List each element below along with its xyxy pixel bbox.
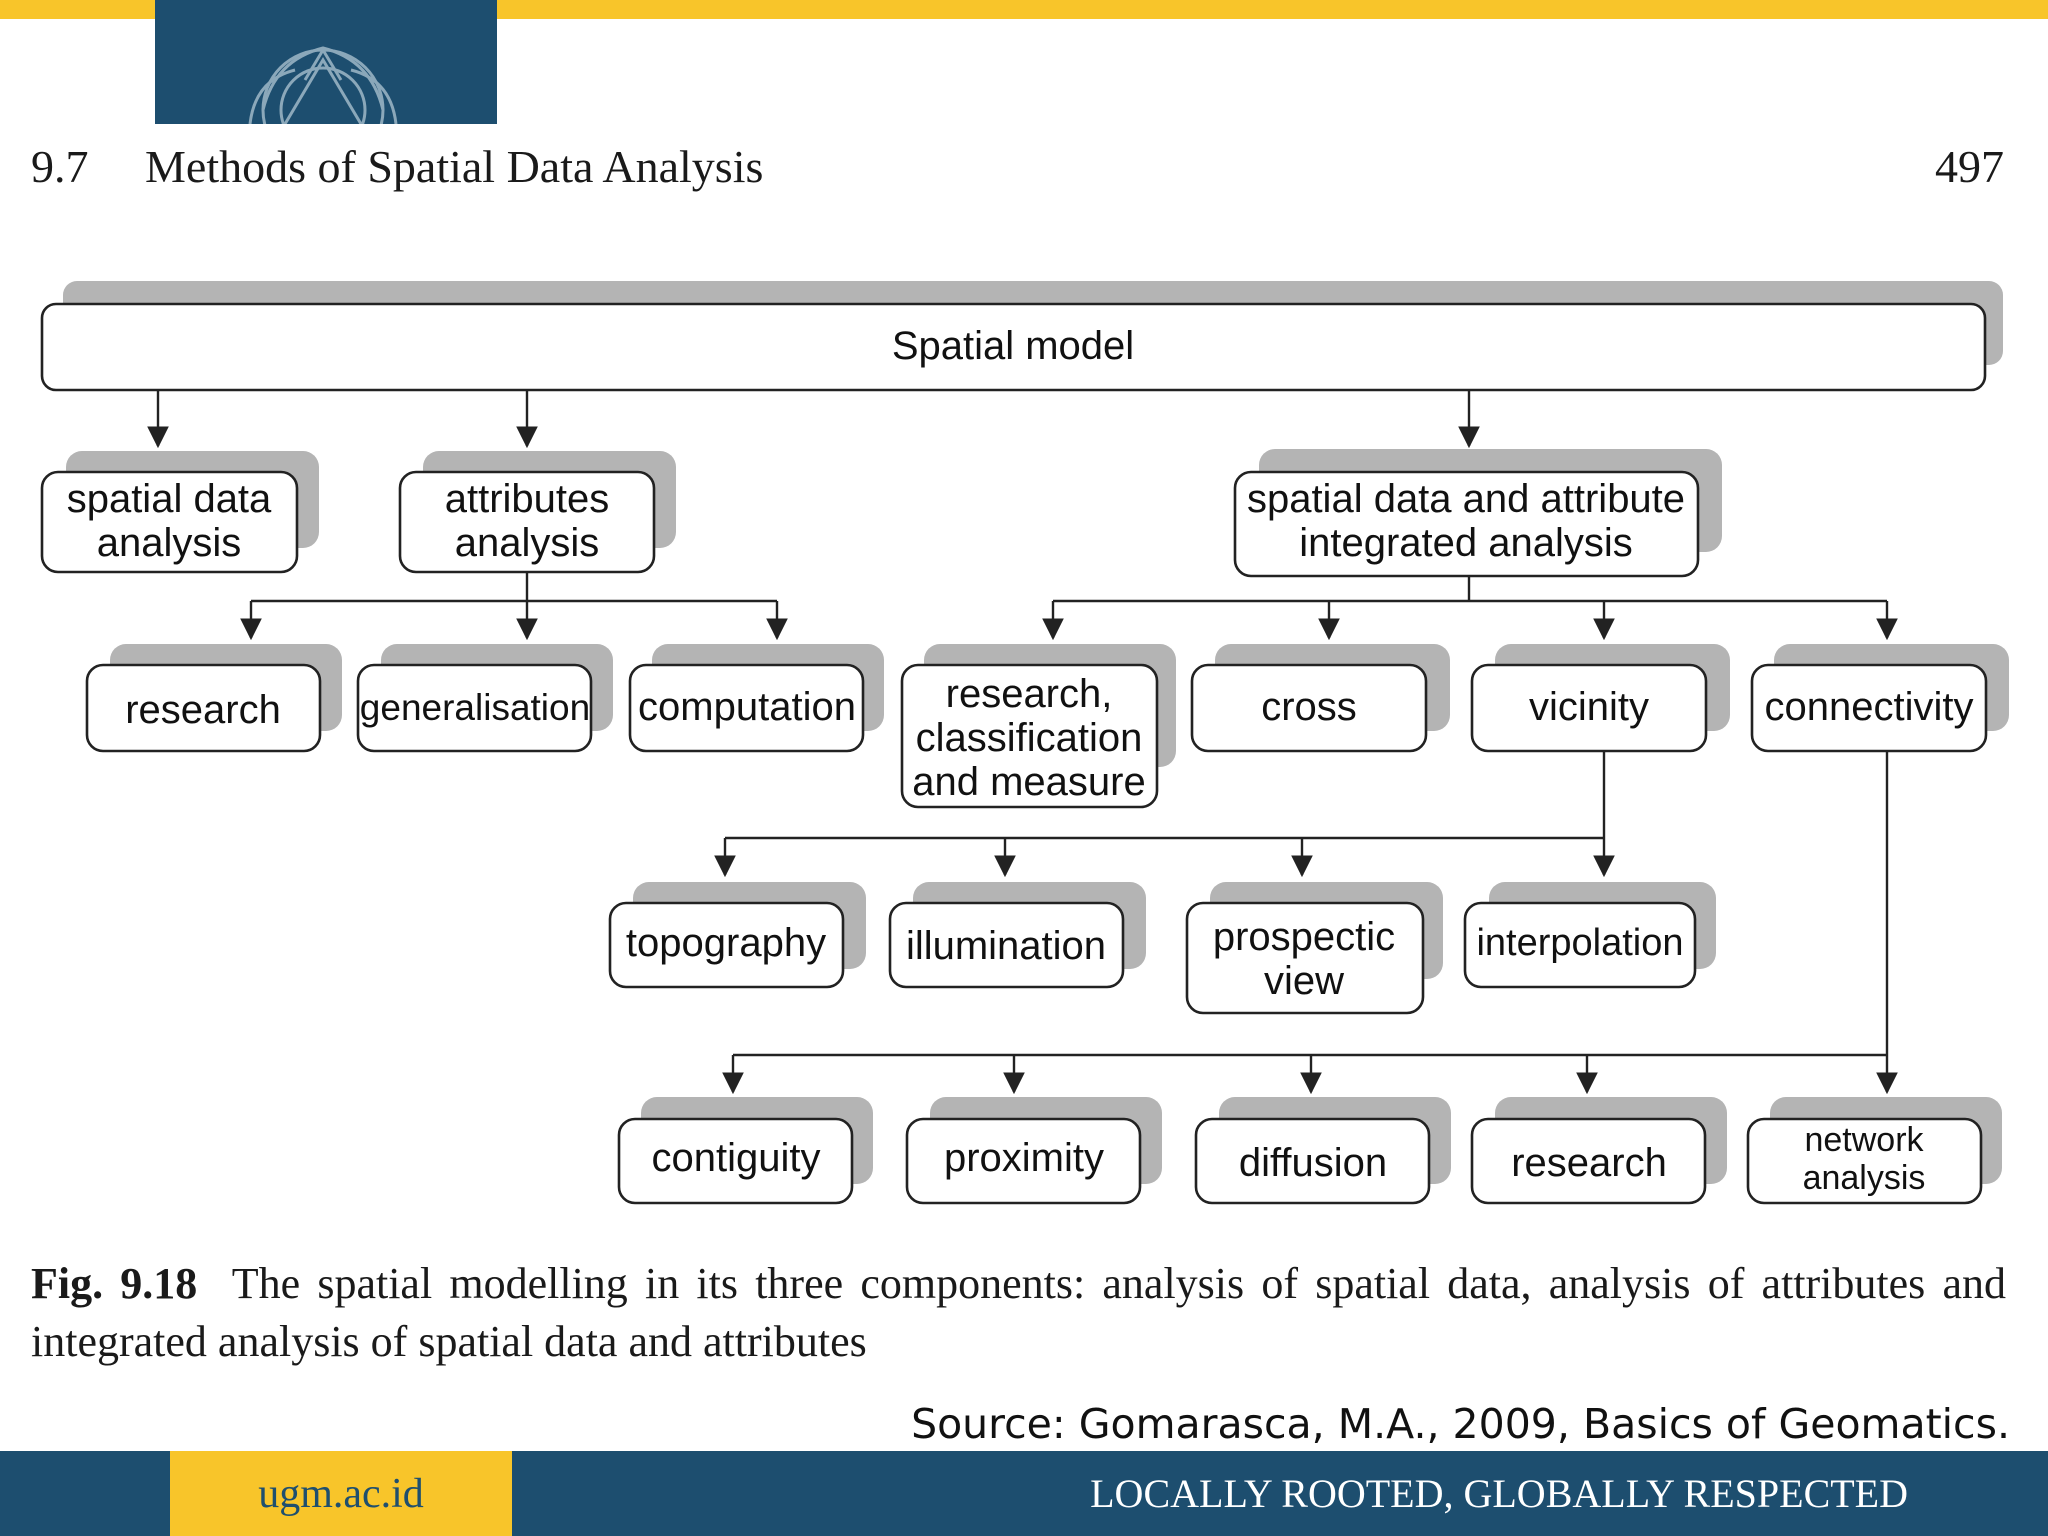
node-research-2 (1472, 1097, 1727, 1203)
node-vicinity (1472, 644, 1730, 751)
footer-motto: LOCALLY ROOTED, GLOBALLY RESPECTED (1090, 1471, 1908, 1516)
node-topography (610, 882, 866, 987)
node-label: vicinity (1528, 685, 1650, 729)
footer-url-link[interactable]: ugm.ac.id (170, 1451, 512, 1536)
node-connectivity (1752, 644, 2009, 751)
node-label: illumination (905, 924, 1107, 968)
node-label-line1: spatial data and attribute (1246, 477, 1686, 521)
node-illumination (890, 882, 1146, 987)
node-label-line1: network (1804, 1121, 1924, 1159)
node-label-line2: integrated analysis (1299, 521, 1633, 565)
section-title: Methods of Spatial Data Analysis (145, 141, 764, 192)
node-research (87, 644, 342, 751)
node-proximity (907, 1097, 1162, 1203)
node-label-line3: and measure (912, 760, 1146, 804)
node-interpolation (1465, 882, 1716, 987)
page-number: 497 (1935, 141, 2004, 192)
node-label: computation (638, 685, 856, 729)
node-label: diffusion (1238, 1141, 1388, 1185)
node-label-line1: attributes (444, 477, 610, 521)
node-label: cross (1261, 685, 1357, 729)
node-cross (1192, 644, 1450, 751)
node-label: proximity (943, 1136, 1105, 1180)
node-integrated-analysis (1235, 449, 1722, 576)
node-label-line1: prospectic (1212, 915, 1396, 959)
node-label-line2: analysis (1802, 1159, 1926, 1197)
section-number: 9.7 (31, 141, 89, 192)
node-label: generalisation (359, 687, 591, 728)
node-network-analysis (1748, 1097, 2002, 1203)
node-prospectic-view (1187, 882, 1443, 1013)
node-label: Spatial model (891, 324, 1135, 368)
node-diffusion (1196, 1097, 1451, 1203)
node-label: research (125, 688, 281, 732)
node-spatial-data-analysis (42, 451, 319, 572)
node-label-line2: analysis (96, 521, 242, 565)
node-label: topography (625, 921, 827, 965)
node-label: research (1511, 1141, 1667, 1185)
node-label-line1: research, (945, 672, 1113, 716)
figure-caption-text: The spatial modelling in its three components: analysis of spatial data, analysis of attributes and integrated analysis of spatial data and attributes (31, 1259, 2007, 1366)
node-research-classification (902, 644, 1176, 807)
source-citation: Source: Gomarasca, M.A., 2009, Basics of Geomatics. (911, 1400, 2010, 1448)
node-label-line2: view (1263, 959, 1345, 1003)
node-label-line2: classification (915, 716, 1143, 760)
figure-label: Fig. 9.18 (31, 1259, 198, 1308)
figure-caption (31, 1255, 2006, 1371)
node-contiguity (619, 1097, 873, 1203)
node-attributes-analysis (400, 451, 676, 572)
node-label: interpolation (1476, 922, 1684, 964)
node-computation (630, 644, 884, 751)
node-spatial-model (42, 281, 2003, 390)
node-label-line2: analysis (454, 521, 600, 565)
node-generalisation (358, 644, 613, 751)
node-label-line1: spatial data (66, 477, 272, 521)
node-label: connectivity (1764, 685, 1974, 729)
node-label: contiguity (651, 1136, 821, 1180)
